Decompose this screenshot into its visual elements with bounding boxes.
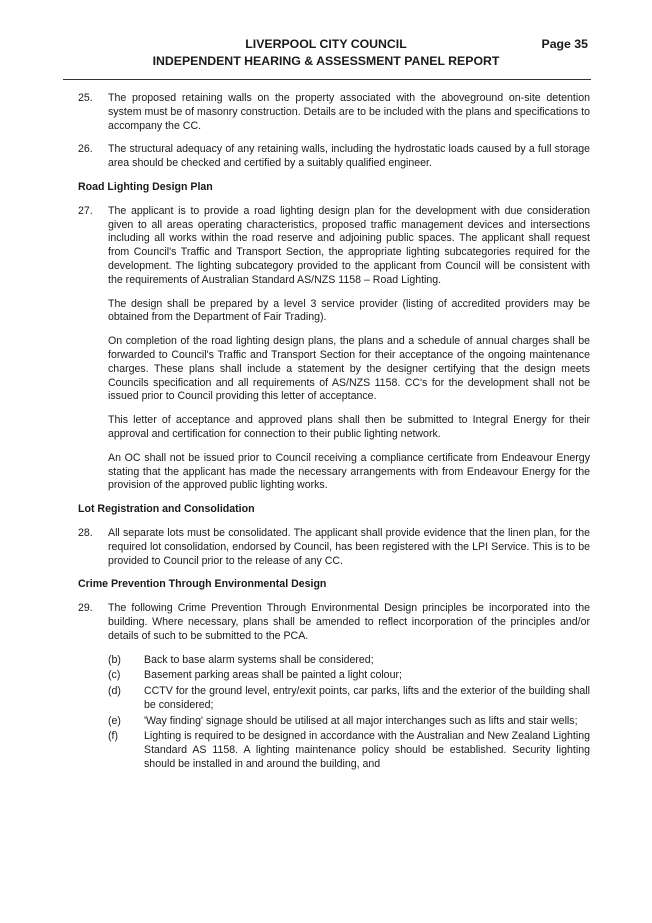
condition-paragraph: The design shall be prepared by a level 3 service provider (listing of accredited providers may be obtained from the Department of Fair Trading).: [108, 297, 590, 324]
sublist-item: [108, 730, 590, 771]
condition-27: [78, 204, 590, 493]
report-body: [0, 92, 652, 774]
condition-paragraph: This letter of acceptance and approved plans shall then be submitted to Integral Energy for their approval and certification for connection to their public lighting network.: [108, 414, 590, 440]
sublist-item: [108, 669, 590, 683]
header-divider: [63, 79, 591, 80]
condition-25: [78, 92, 590, 133]
sublist-text: Basement parking areas shall be painted a light colour;: [144, 669, 402, 682]
condition-paragraph: On completion of the road lighting design plans, the plans and a schedule of annual charges shall be forwarded to Council's Traffic and Transport Section for their acceptance of the ongoing maintenance charges. These plans shall include a statement by the designer certifying that the design meets Councils specification and all requirements of AS/NZS 1158. CC's for the development shall not be issued prior to Council providing this letter of acceptance.: [108, 335, 590, 403]
council-name: LIVERPOOL CITY COUNCIL: [245, 37, 407, 51]
sublist-item: [108, 685, 590, 713]
condition-number: 28.: [78, 526, 93, 539]
condition-text: The following Crime Prevention Through Environmental Design principles be incorporated into the building. Where necessary, plans shall be amended to reflect incorporation of the principles and/or details of such to be submitted to the PCA.: [108, 602, 590, 642]
condition-number: 29.: [78, 602, 93, 615]
sublist-letter: (c): [108, 669, 121, 682]
sublist-text: Back to base alarm systems shall be considered;: [144, 653, 374, 666]
page-header: [0, 36, 652, 70]
section-heading-crime-prevention: Crime Prevention Through Environmental Design: [78, 578, 327, 591]
sublist-text: CCTV for the ground level, entry/exit points, car parks, lifts and the exterior of the building shall be considered;: [144, 685, 590, 711]
sublist-letter: (b): [108, 653, 121, 666]
condition-paragraph: An OC shall not be issued prior to Council receiving a compliance certificate from Endeavour Energy stating that the applicant has made the necessary arrangements with from Endeavour Energy for the provision of the approved public lighting works.: [108, 451, 590, 492]
condition-number: 25.: [78, 92, 93, 104]
sublist-letter: (d): [108, 685, 121, 698]
condition-29: [78, 602, 590, 772]
cpted-sublist: [108, 654, 590, 772]
sublist-text: Lighting is required to be designed in accordance with the Australian and New Zealand Lighting Standard AS 1158. A lighting maintenance policy should be established. Security lighting should be installed in and around the building, and: [144, 730, 590, 771]
condition-paragraph: The applicant is to provide a road lighting design plan for the development with due consideration given to all areas operating characteristics, proposed traffic management devices and intersections including all works within the road reserve and adjoining public spaces. The applicant shall request from Council's Traffic and Transport Section, the appropriate lighting subcategories required for the development. The lighting subcategory provided to the applicant from Council will be consistent with the requirements of Australian Standard AS/NZS 1158 – Road Lighting.: [108, 204, 590, 286]
condition-number: 27.: [78, 204, 93, 217]
page-number: Page 35: [541, 37, 588, 51]
sublist-item: [108, 654, 590, 668]
condition-text: The structural adequacy of any retaining walls, including the hydrostatic loads caused by a full storage area should be checked and certified by a suitably qualified engineer.: [108, 143, 590, 170]
section-heading-lot-registration: Lot Registration and Consolidation: [78, 503, 255, 516]
condition-number: 26.: [78, 143, 93, 156]
sublist-letter: (e): [108, 714, 121, 727]
condition-text: The proposed retaining walls on the property associated with the aboveground on-site detention system must be of masonry construction. Details are to be included with the plans and specifications to accompany the CC.: [108, 92, 590, 132]
condition-28: [78, 526, 590, 568]
report-title: INDEPENDENT HEARING & ASSESSMENT PANEL REPORT: [152, 54, 500, 68]
condition-26: [78, 143, 590, 171]
section-heading-road-lighting: Road Lighting Design Plan: [78, 180, 213, 193]
sublist-text: 'Way finding' signage should be utilised at all major interchanges such as lifts and stair wells;: [144, 714, 578, 727]
condition-text: All separate lots must be consolidated. The applicant shall provide evidence that the linen plan, for the required lot consolidation, endorsed by Council, has been registered with the LPI Service. This is to be provided to Council prior to the release of any CC.: [108, 526, 590, 567]
sublist-item: [108, 715, 590, 729]
sublist-letter: (f): [108, 730, 118, 743]
